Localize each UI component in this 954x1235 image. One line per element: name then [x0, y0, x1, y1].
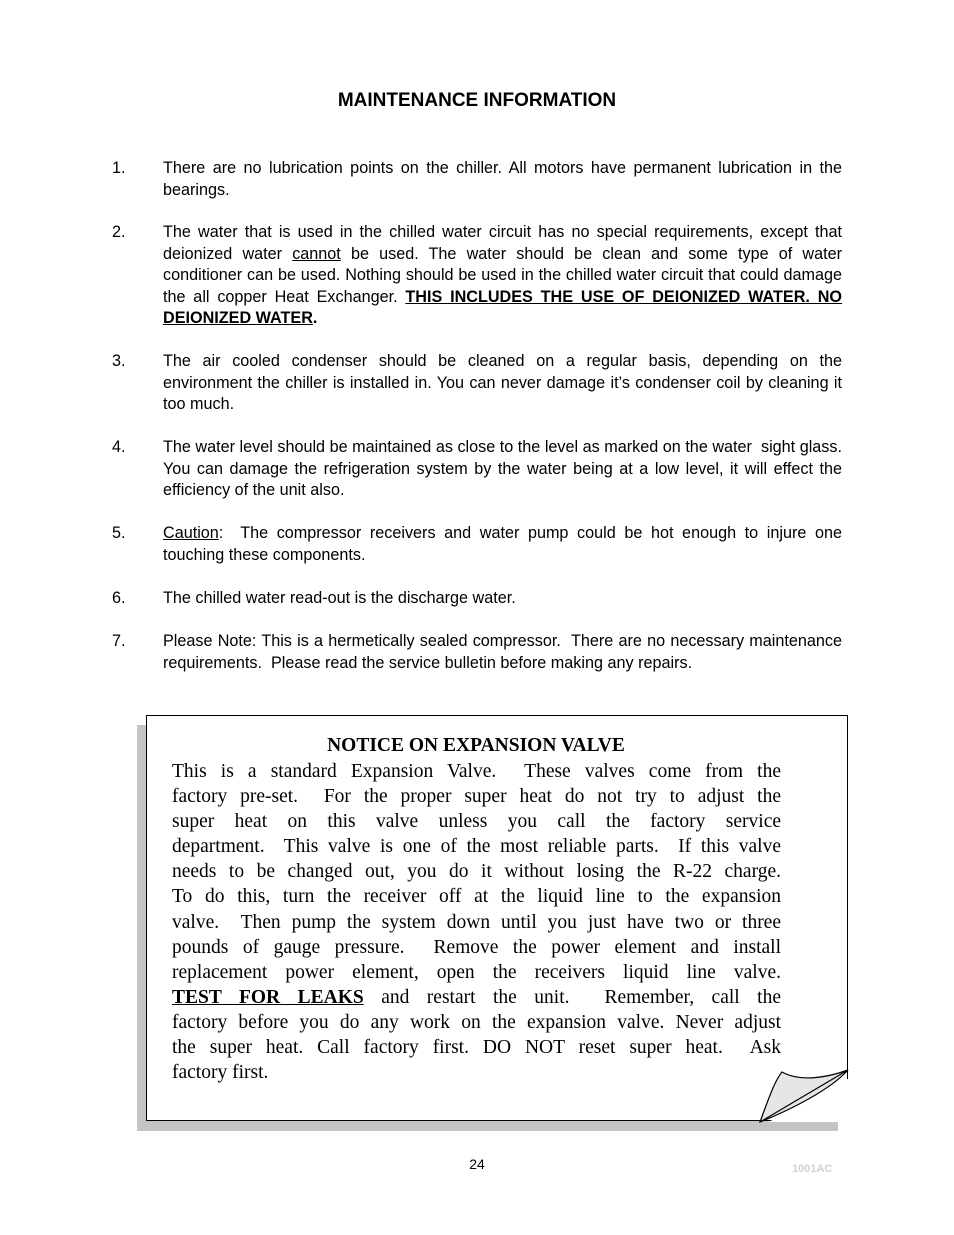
item-text [163, 523, 847, 566]
item-number: 3. [112, 352, 126, 370]
notice-line: needs to be changed out, you do it without losing the R-22 charge. [172, 861, 781, 883]
notice-line: replacement power element, open the receivers liquid line valve. [172, 961, 781, 983]
page-title: MAINTENANCE INFORMATION [337, 90, 617, 111]
item-text: There are no lubrication points on the chiller. All motors have permanent lubrication in the bearings. [163, 159, 842, 199]
item-number: 6. [112, 589, 126, 607]
notice-line: factory before you do any work on the expansion valve. Never adjust [172, 1011, 781, 1033]
caution-label: Caution [163, 524, 219, 542]
bold-warning: THIS INCLUDES THE USE OF DEIONIZED WATER. NO DEIONIZED WATER [163, 287, 842, 327]
item-text: The air cooled condenser should be cleaned on a regular basis, depending on the environment the chiller is installed in. You can never damage it’s condenser coil by cleaning it too much. [163, 352, 851, 413]
notice-line-rest: and restart the unit. Remember, call the [363, 986, 781, 1008]
underlined-word: cannot [292, 244, 341, 263]
notice-line: factory first. [172, 1062, 269, 1084]
item-text [163, 222, 842, 330]
item-number: 1. [112, 159, 126, 177]
item-text: The water level should be maintained as close to the level as marked on the water sight glass. You can damage the refrigeration system by the water being at a low level, it will effect the efficiency of the unit also. [163, 438, 847, 499]
item-number: 7. [112, 632, 126, 650]
page-number: 24 [469, 1156, 485, 1172]
item-number: 5. [112, 524, 126, 542]
notice-line: valve. Then pump the system down until you just have two or three [172, 911, 781, 933]
notice-line [172, 985, 781, 1010]
item-text-part: . [312, 309, 318, 327]
document-id: 1001AC [792, 1163, 833, 1175]
item-text: The chilled water read-out is the discharge water. [163, 589, 516, 607]
item-text-part: The water that is used in the chilled water circuit has no special requirements, except that deionized water [163, 223, 842, 263]
test-for-leaks-label: TEST FOR LEAKS [172, 986, 364, 1008]
notice-line: department. This valve is one of the most reliable parts. If this valve [172, 836, 781, 858]
notice-line: This is a standard Expansion Valve. These valves come from the [172, 761, 781, 782]
notice-title: NOTICE ON EXPANSION VALVE [327, 735, 625, 756]
item-number: 4. [112, 438, 126, 456]
notice-line: super heat on this valve unless you call the factory service [172, 811, 781, 833]
item-text-part: be used. The water should be clean and some type of water conditioner can be used. Nothing should be used in the chilled water circuit that could damage the all copper Heat Exchanger. [163, 244, 842, 306]
notice-body [172, 759, 781, 1085]
notice-line: To do this, turn the receiver off at the liquid line to the expansion [172, 886, 781, 908]
item-text: Please Note: This is a hermetically sealed compressor. There are no necessary maintenance requirements. Please read the service bulletin before making any repairs. [163, 632, 847, 672]
item-number: 2. [112, 223, 126, 241]
item-text-part: : The compressor receivers and water pump could be hot enough to injure one touching these components. [163, 524, 847, 564]
notice-line: factory pre-set. For the proper super heat do not try to adjust the [172, 786, 781, 808]
notice-line: pounds of gauge pressure. Remove the power element and install [172, 936, 781, 958]
notice-line: the super heat. Call factory first. DO NOT reset super heat. Ask [172, 1037, 781, 1059]
